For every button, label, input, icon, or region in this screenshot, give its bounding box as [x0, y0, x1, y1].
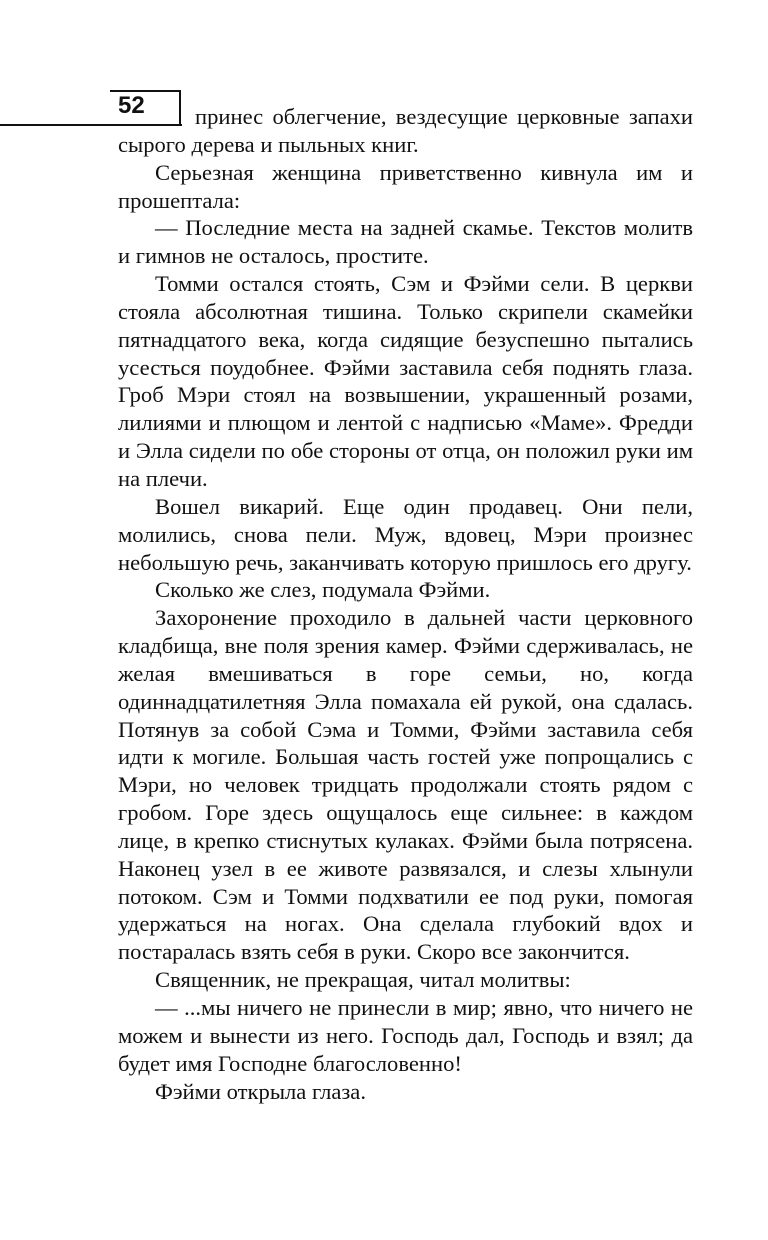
paragraph-7: Захоронение проходило в дальней части церковного кладбища, вне поля зрения камер. Фэйми сдерживалась, не желая вмешиваться в горе семьи, но, когда одиннадцатилетняя Элла помахала ей рукой, она сдалась. Потянув за собой Сэма и Томми, Фэйми заставила себя идти к могиле. Большая часть гостей уже попрощались с Мэри, но человек тридцать продолжали стоять рядом с гробом. Горе здесь ощущалось еще сильнее: в каждом лице, в крепко стиснутых кулаках. Фэйми была потрясена. Наконец узел в ее животе развязался, и слезы хлынули потоком. Сэм и Томми подхватили ее под руки, помогая удержаться на ногах. Она сделала глубокий вдох и постаралась взять себя в руки. Скоро все закончится.	[118, 605, 693, 965]
paragraph-3: — Последние места на задней скамье. Текстов молитв и гимнов не осталось, простите.	[118, 215, 693, 269]
paragraph-2: Серьезная женщина приветственно кивнула им и прошептала:	[118, 159, 693, 213]
page-number: 52	[118, 92, 145, 119]
paragraph-9: — ...мы ничего не принесли в мир; явно, что ничего не можем и вынести из него. Господь дал, Господь и взял; да будет имя Господне благословенно!	[118, 995, 693, 1076]
paragraph-5: Вошел викарий. Еще один продавец. Они пели, молились, снова пели. Муж, вдовец, Мэри произнес небольшую речь, заканчивать которую пришлось его другу.	[118, 493, 693, 575]
paragraph-4: Томми остался стоять, Сэм и Фэйми сели. В церкви стояла абсолютная тишина. Только скрипели скамейки пятнадцатого века, когда сидящие безуспешно пытались усесться поудобнее. Фэйми заставила себя поднять глаза. Гроб Мэри стоял на возвышении, украшенный розами, лилиями и плющом и лентой с надписью «Маме». Фредди и Элла сидели по обе стороны от отца, он положил руки им на плечи.	[118, 271, 693, 491]
paragraph-6: Сколько же слез, подумала Фэйми.	[155, 577, 491, 603]
paragraph-8: Священник, не прекращая, читал молитвы:	[155, 967, 571, 993]
paragraph-1: принес облегчение, вездесущие церковные запахи сырого дерева и пыльных книг.	[118, 104, 693, 157]
paragraph-10: Фэйми открыла глаза.	[155, 1078, 366, 1104]
page-text	[118, 103, 693, 1105]
